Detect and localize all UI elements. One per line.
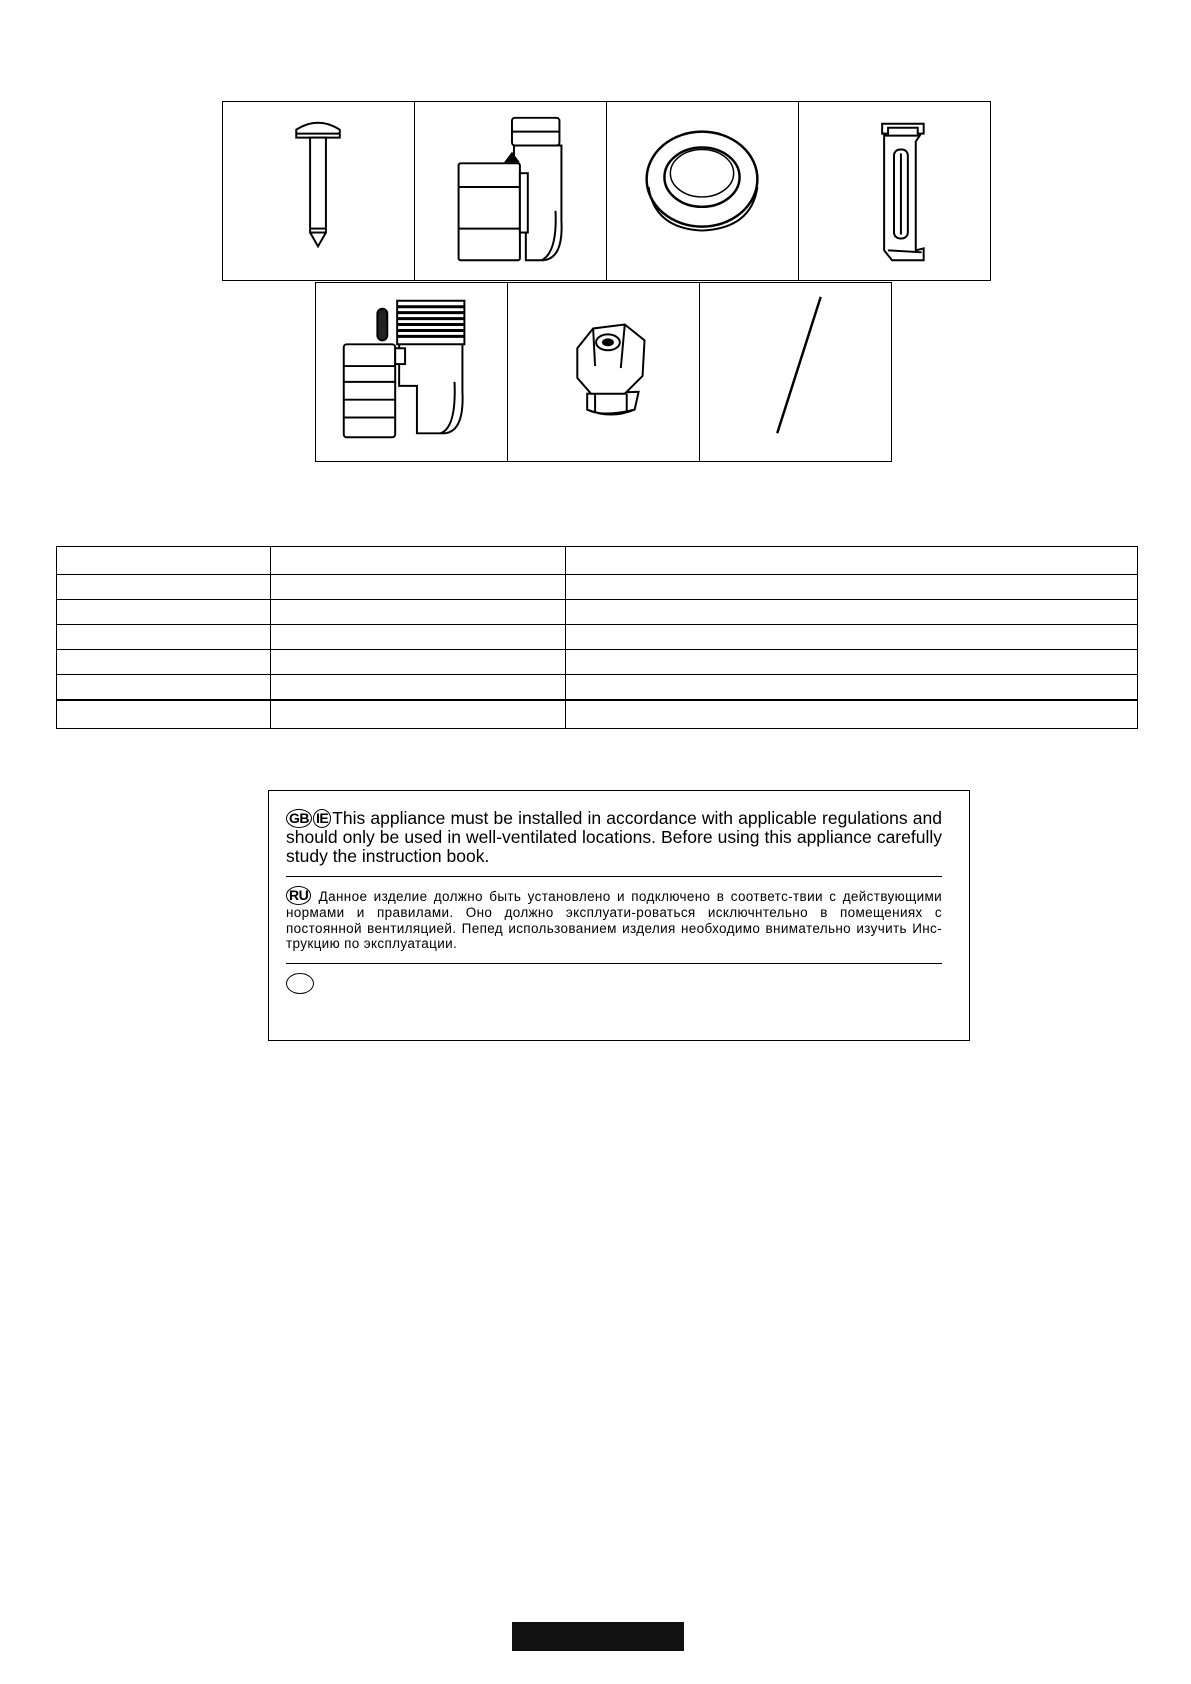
parts-table-body — [57, 547, 1138, 729]
country-badge-ru: RU — [286, 886, 311, 905]
parts-table — [56, 546, 1138, 729]
parts-bottom-row — [315, 282, 891, 461]
divider — [286, 963, 942, 964]
table-cell — [566, 600, 1138, 625]
table-row — [57, 600, 1138, 625]
notice-english — [286, 809, 942, 865]
part-tile — [798, 101, 991, 281]
country-badge-gb: GB — [286, 809, 312, 828]
part-tile — [606, 101, 799, 281]
table-row — [57, 625, 1138, 650]
injector-nozzle-icon — [508, 283, 699, 461]
table-row — [57, 575, 1138, 600]
empty-country-badge — [286, 973, 314, 994]
table-cell — [271, 700, 566, 729]
table-cell — [566, 625, 1138, 650]
table-cell — [271, 547, 566, 575]
table-cell — [57, 700, 271, 729]
notice-english-text: This appliance must be installed in accordance with applicable regulations and should only be used in well-ventilated locations. Before using this appliance carefully study the instruction book. — [286, 808, 942, 866]
table-cell — [57, 650, 271, 675]
parts-top-row — [222, 101, 990, 280]
table-cell — [566, 547, 1138, 575]
table-cell — [57, 675, 271, 701]
part-tile — [315, 282, 508, 462]
table-row — [57, 675, 1138, 701]
divider — [286, 876, 942, 877]
country-badge-ie: IE — [313, 809, 331, 828]
table-cell — [271, 600, 566, 625]
table-cell — [57, 625, 271, 650]
screw-icon — [223, 102, 414, 280]
table-cell — [566, 575, 1138, 600]
notice-russian-text: Данное изделие должно быть установлено и подключено в соответс-твии с действующими нормами и правилами. Оно должно эксплуати-роваться исключнтельно в помещениях с постоянной вентиляцией. Пепед использованием изделия необходимо внимательно изучить Инс-трукцию по эксплуатации. — [286, 889, 942, 951]
thermocouple-wire-icon — [700, 283, 891, 461]
part-tile — [414, 101, 607, 281]
notice-russian — [286, 886, 942, 952]
table-cell — [566, 650, 1138, 675]
threaded-elbow-connector-icon — [316, 283, 507, 461]
table-cell — [271, 575, 566, 600]
table-cell — [566, 675, 1138, 701]
table-cell — [271, 625, 566, 650]
table-cell — [57, 547, 271, 575]
page-footer-bar — [512, 1622, 684, 1651]
part-tile — [222, 101, 415, 281]
table-cell — [57, 575, 271, 600]
bracket-clip-icon — [799, 102, 990, 280]
safety-notice-box — [268, 790, 970, 1041]
part-tile — [507, 282, 700, 462]
table-cell — [271, 675, 566, 701]
table-row — [57, 650, 1138, 675]
table-cell — [566, 700, 1138, 729]
elbow-fitting-icon — [415, 102, 606, 280]
table-cell — [271, 650, 566, 675]
table-cell — [57, 600, 271, 625]
table-row — [57, 547, 1138, 575]
part-tile — [699, 282, 892, 462]
table-row — [57, 700, 1138, 729]
sealing-washer-icon — [607, 102, 798, 280]
